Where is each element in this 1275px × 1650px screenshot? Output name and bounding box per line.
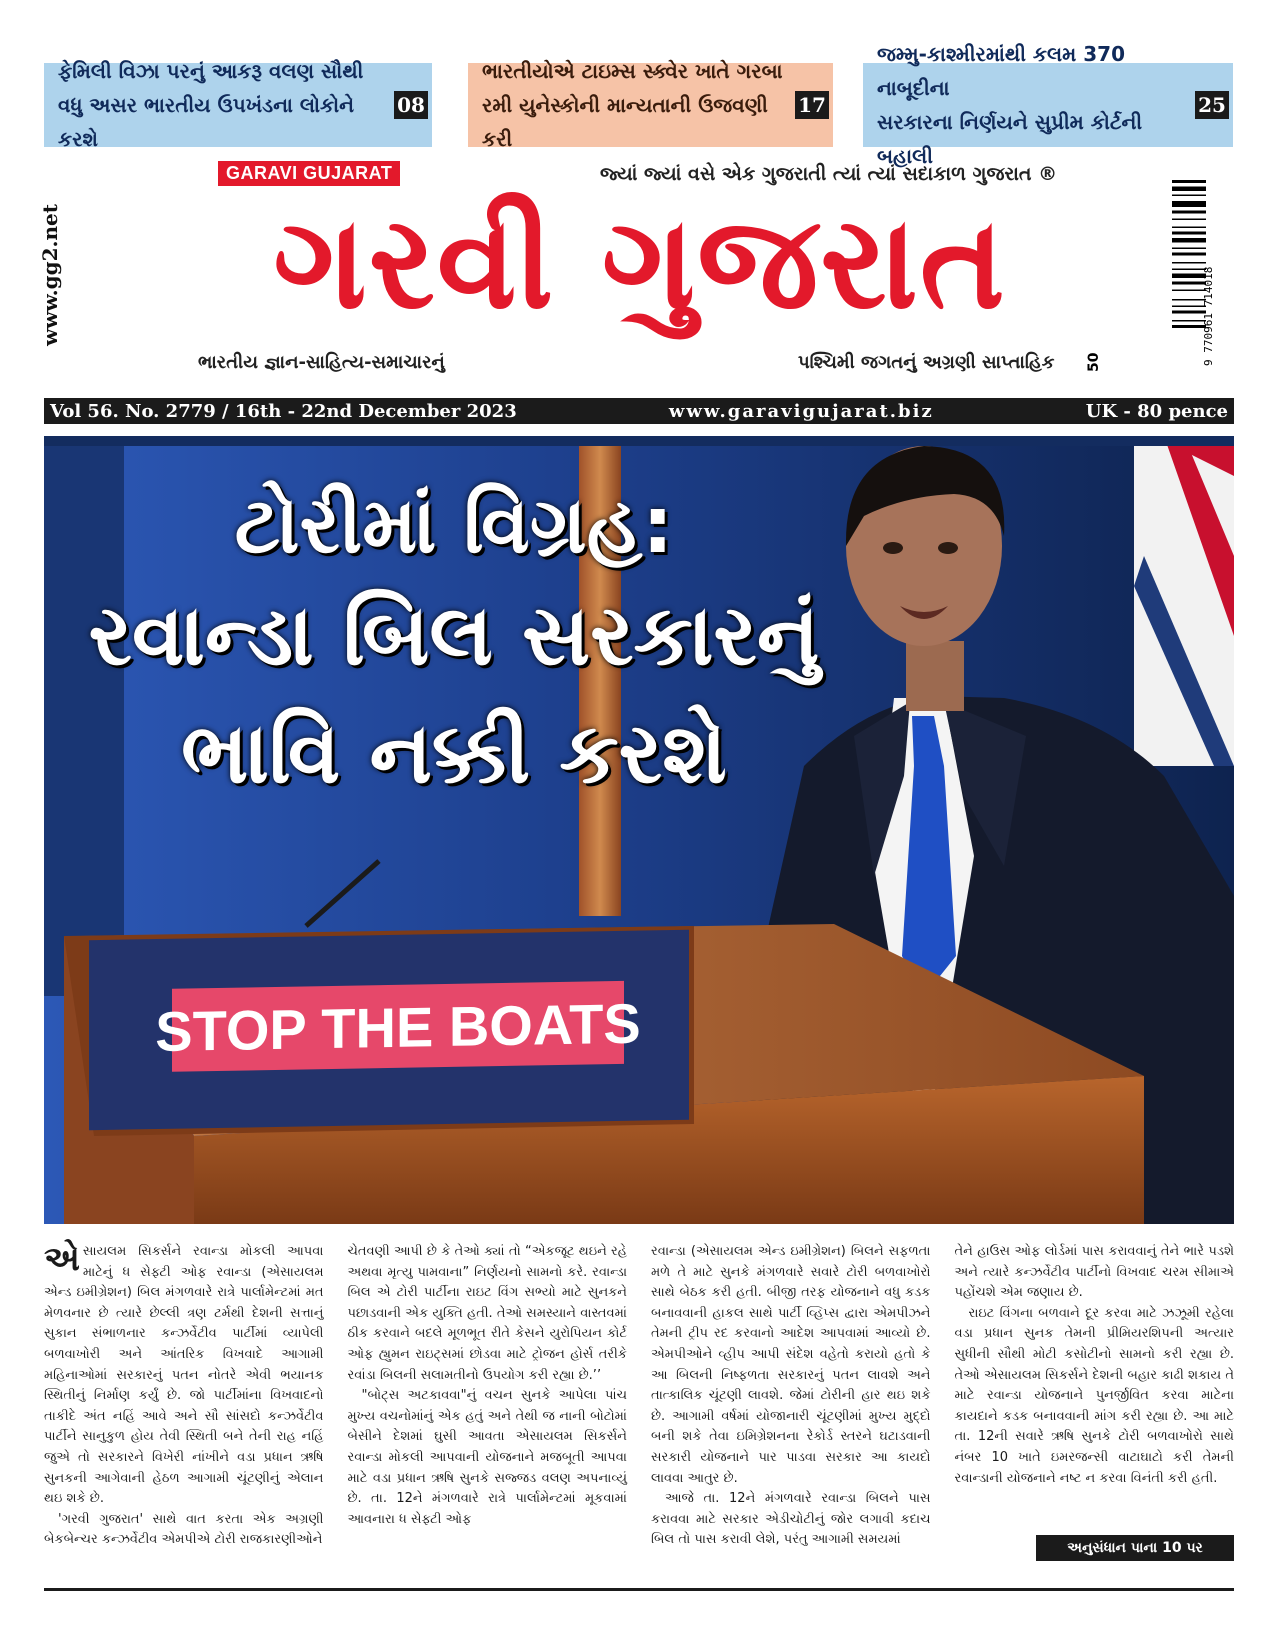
- continued-on-page-link[interactable]: અનુસંધાન પાના 10 પર: [1036, 1535, 1234, 1561]
- barcode-bar: [1172, 299, 1206, 301]
- teaser-text: ફેમિલી વિઝા પરનું આકરૂ વલણ સૌથી વધુ અસર ભારતીય ઉપખંડના લોકોને કરશે: [58, 59, 364, 151]
- barcode-bar: [1172, 306, 1206, 308]
- masthead-subtitle-left: ભારતીય જ્ઞાન-સાહિત્ય-સમાચારનું: [198, 352, 445, 373]
- barcode-bar: [1172, 290, 1206, 292]
- teaser-family-visa[interactable]: [44, 59, 432, 151]
- barcode-bar: [1172, 180, 1206, 183]
- masthead-tagline: જ્યાં જ્યાં વસે એક ગુજરાતી ત્યાં ત્યાં સદાકાળ ગુજરાત ®: [600, 163, 1058, 185]
- hero-photo: [44, 436, 1234, 1224]
- barcode-bar: [1172, 282, 1206, 285]
- article-body: [44, 1239, 1234, 1582]
- barcode-number: 9 770961 714018: [1202, 266, 1215, 366]
- headline-line-3: ભાવિ નક્કી કરશે: [181, 704, 727, 802]
- brand-small-logo: GARAVI GUJARAT: [218, 161, 400, 186]
- teaser-page-number: 17: [795, 91, 829, 119]
- barcode-bar: [1172, 325, 1206, 328]
- masthead-subtitle-right: પશ્ચિમી જગતનું અગ્રણી સાપ્તાહિક: [798, 352, 1055, 373]
- barcode-bar: [1172, 274, 1206, 279]
- article-column-3: રવાન્ડા (એસાયલમ એન્ડ ઇમીગ્રેશન) બિલને સફળતા મળે તે માટે સુનકે મંગળવારે સવારે ટોરી બળવાખોરો સાથે બેઠક કરી હતી. બીજી તરફ યોજનાને વધુ કડક બનાવવાની હાકલ સાથે પાર્ટી વ્હિપ્સ દ્વારા એમપીઝને તેમની ટ્રીપ રદ કરવાનો આદેશ આપવામાં આવ્યો છે. એમપીઓને વ્હીપ આપી સંદેશ વહેતો કરાયો હતો કે આ બિલની નિષ્ફળતા સરકારનું પતન લાવશે અને તાત્કાલિક ચૂંટણી લાવશે. જેમાં ટોરીની હાર થઇ શકે છે. આગામી વર્ષમાં યોજાનારી ચૂંટણીમાં મુખ્ય મુદ્દો બની શકે તેવા ઇમિગ્રેશનના રેકોર્ડ સ્તરને ઘટાડવાની સરકારી યોજનાને પાર પાડવા સરકાર આ કાયદો લાવવા આતુર છે. આજે તા. 12ને મંગળવારે રવાન્ડા બિલને પાસ કરાવવા માટે સરકાર એડીચોટીનું જોર લગાવી કદાચ બિલ તો પાસ કરાવી લેશે, પરંતુ આગામી સમયમાં: [651, 1244, 931, 1548]
- barcode-bar: [1172, 195, 1206, 197]
- article-column-2: ચેતવણી આપી છે કે તેઓ ક્યાં તો “એકજૂટ થઇને રહે અથવા મૃત્યુ પામવાના” નિર્ણયનો સામનો કરે. રવાન્ડા બિલ એ ટોરી પાર્ટીના રાઇટ વિંગ સભ્યો માટે સુનકને પછાડવાની એક યુક્તિ હતી. તેઓ સમસ્યાને વાસ્તવમાં ઠીક કરવાને બદલે મૂળભૂત રીતે કેસને યુરોપિયન કોર્ટ ઓફ હ્યુમન રાઇટ્સમાં છોડવા માટે ટ્રોજન હોર્સ તરીકે રવાંડા બિલની સલામતીનો ઉપયોગ કરી રહ્યા છે.’’ "બોટ્સ અટકાવવા"નું વચન સુનકે આપેલા પાંચ મુખ્ય વચનોમાંનું એક હતું અને તેથી જ નાની બોટોમાં બેસીને દેશમાં ઘુસી આવતા એસાયલમ સિકર્સને રવાન્ડા મોકલી આપવાની યોજનાને મજબૂતી આપવા માટે વડા પ્રધાન ઋષિ સુનકે સજ્જડ વલણ અપનાવ્યું છે. તા. 12ને મંગળવારે રાત્રે પાર્લામેન્ટમાં મૂકવામાં આવનારા ધ સેફ્ટી ઓફ: [347, 1244, 627, 1527]
- teaser-article-370[interactable]: [863, 42, 1233, 168]
- masthead-title: ગરવી ગુજરાત: [273, 188, 1007, 338]
- main-headline[interactable]: [44, 476, 864, 812]
- issue-price: UK - 80 pence: [1085, 400, 1228, 422]
- barcode-bar: [1172, 211, 1206, 214]
- site-url[interactable]: www.garavigujarat.biz: [668, 400, 934, 422]
- barcode-bar: [1172, 262, 1206, 264]
- article-column-1: એસાયલમ સિકર્સને રવાન્ડા મોકલી આપવા માટેનું ધ સેફ્ટી ઓફ રવાન્ડા (એસાયલમ એન્ડ ઇમીગ્રેશન) બિલ મંગળવારે રાત્રે પાર્લામેન્ટમાં મત મેળવનાર છે ત્યારે છેલ્લી ત્રણ ટર્મથી દેશની સત્તાનું સુકાન સંભાળનાર કન્ઝર્વેટીવ પાર્ટીમાં વ્યાપેલી બળવાખોરી અને આંતરિક વિખવાદે આગામી મહિનાઓમાં સરકારનું પતન નોતરે એવી ભયાનક સ્થિતીનું નિર્માણ કર્યું છે. જો પાર્ટીમાંના વિખવાદનો તાકીદે અંત નહિં આવે અને સૌ સાંસદો કન્ઝર્વેટીવ પાર્ટીને સાનુકુળ હોય તેવી સ્થિતી બને તેની રાહ નહિં જુએ તો સરકારને વિખેરી નાંખીને વડા પ્રધાન ઋષિ સુનકની આગેવાની હેઠળ આગામી ચૂંટણીનું એલાન થઇ શકે છે. 'ગરવી ગુજરાત' સાથે વાત કરતા એક અગ્રણી બેકબેન્ચર કન્ઝર્વેટીવ એમપીએ ટોરી રાજકારણીઓને: [44, 1239, 324, 1548]
- issue-info: Vol 56. No. 2779 / 16th - 22nd December 2023: [50, 400, 517, 422]
- article-column-4: તેને હાઉસ ઓફ લોર્ડમાં પાસ કરાવવાનું તેને ભારે પડશે અને ત્યારે કન્ઝર્વેટીવ પાર્ટીનો વિખવાદ ચરમ સીમાએ પહોંચશે એમ જણાય છે. રાઇટ વિંગના બળવાને દૂર કરવા માટે ઝઝૂમી રહેલા વડા પ્રધાન સુનક તેમની પ્રીમિયરશિપની અત્યાર સુધીની સૌથી મોટી કસોટીનો સામનો કરી રહ્યા છે. તેઓ એસાયલમ સિકર્સને દેશની બહાર કાઢી શકાય તે માટે રવાન્ડા યોજનાને પુનર્જીવિત કરવા માટેના કાયદાને કડક બનાવવાની માંગ કરી રહ્યા છે. આ માટે તા. 12ની સવારે ઋષિ સુનકે ટોરી બળવાખોરો સાથે નંબર 10 ખાતે ઇમરજન્સી વાટાઘાટો કરી તેમની રવાન્ડાની યોજનાને નષ્ટ ન કરવા વિનંતી કરી હતી.: [954, 1244, 1234, 1486]
- barcode-bar: [1172, 320, 1206, 322]
- barcode-bar: [1172, 232, 1206, 235]
- barcode-bar: [1172, 227, 1206, 229]
- barcode-bar: [1172, 248, 1206, 250]
- barcode-bar: [1172, 311, 1206, 314]
- side-url: www.gg2.net: [38, 204, 62, 346]
- teaser-page-number: 08: [394, 91, 428, 119]
- teaser-page-number: 25: [1195, 91, 1229, 119]
- barcode-bar: [1172, 201, 1206, 207]
- barcode-bar: [1172, 269, 1206, 271]
- issue-bar: [44, 398, 1234, 424]
- drop-cap: એ: [44, 1239, 80, 1279]
- teaser-text: જમ્મુ-કાશ્મીરમાંથી કલમ 370 નાબૂદીના સરકારના નિર્ણયને સુપ્રીમ કોર્ટની બહાલી: [877, 42, 1143, 168]
- bottom-rule: [44, 1588, 1234, 1591]
- barcode-bar: [1172, 253, 1206, 256]
- headline-line-1: ટોરીમાં વિગ્રહ:: [234, 481, 674, 571]
- barcode: [1086, 160, 1224, 372]
- headline-line-2: રવાન્ડા બિલ સરકારનું: [88, 586, 820, 684]
- barcode-bar: [1172, 187, 1206, 192]
- barcode-bar: [1172, 238, 1206, 243]
- barcode-top: 50: [1086, 352, 1102, 372]
- teaser-garba-times-square[interactable]: [468, 59, 833, 151]
- teaser-text: ભારતીયોએ ટાઇમ્સ સ્ક્વેર ખાતે ગરબા રમી યુનેસ્કોની માન્યતાની ઉજવણી કરી: [482, 59, 783, 151]
- barcode-bar: [1172, 219, 1206, 221]
- podium-sign-text: STOP THE BOATS: [155, 991, 641, 1064]
